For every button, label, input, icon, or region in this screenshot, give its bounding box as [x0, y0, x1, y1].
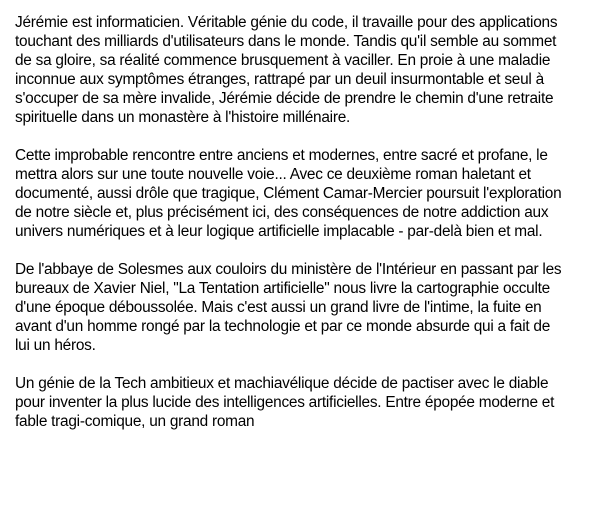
- paragraph-encounter: [15, 146, 603, 241]
- text-line: documenté, aussi drôle que tragique, Clément Camar-Mercier poursuit l'exploration: [15, 185, 562, 202]
- text-line: s'occuper de sa mère invalide, Jérémie décide de prendre le chemin d'une retraite: [15, 90, 554, 107]
- text-line: de notre siècle et, plus précisément ici, des conséquences de notre addiction aux: [15, 204, 549, 221]
- paragraph-synopsis: [15, 13, 603, 127]
- text-line: touchant des milliards d'utilisateurs dans le monde. Tandis qu'il semble au sommet: [15, 33, 557, 50]
- paragraph-tagline: [15, 374, 603, 431]
- text-line: mettra alors sur une toute nouvelle voie... Avec ce deuxième roman haletant et: [15, 166, 531, 183]
- text-line: Cette improbable rencontre entre anciens et modernes, entre sacré et profane, le: [15, 147, 548, 164]
- text-line: de sa gloire, sa réalité commence brusquement à vaciller. En proie à une maladie: [15, 52, 551, 69]
- text-line: inconnue aux symptômes étranges, rattrapé par un deuil insurmontable et seul à: [15, 71, 544, 88]
- text-line: spirituelle dans un monastère à l'histoire millénaire.: [15, 109, 351, 126]
- text-line: univers numériques et à leur logique artificielle implacable - par-delà bien et mal.: [15, 223, 543, 240]
- text-line: bureaux de Xavier Niel, "La Tentation artificielle" nous livre la cartographie occulte: [15, 280, 550, 297]
- text-line: avant d'un homme rongé par la technologie et par ce monde absurde qui a fait de: [15, 318, 551, 335]
- book-description: [15, 13, 603, 450]
- text-line: Jérémie est informaticien. Véritable génie du code, il travaille pour des applications: [15, 14, 558, 31]
- text-line: lui un héros.: [15, 337, 96, 354]
- text-line: Un génie de la Tech ambitieux et machiavélique décide de pactiser avec le diable: [15, 375, 549, 392]
- paragraph-setting: [15, 260, 603, 355]
- text-line: d'une époque déboussolée. Mais c'est aussi un grand livre de l'intime, la fuite en: [15, 299, 542, 316]
- text-line: pour inventer la plus lucide des intelligences artificielles. Entre épopée moderne et: [15, 394, 555, 411]
- text-line: fable tragi-comique, un grand roman: [15, 413, 255, 430]
- text-line: De l'abbaye de Solesmes aux couloirs du ministère de l'Intérieur en passant par les: [15, 261, 562, 278]
